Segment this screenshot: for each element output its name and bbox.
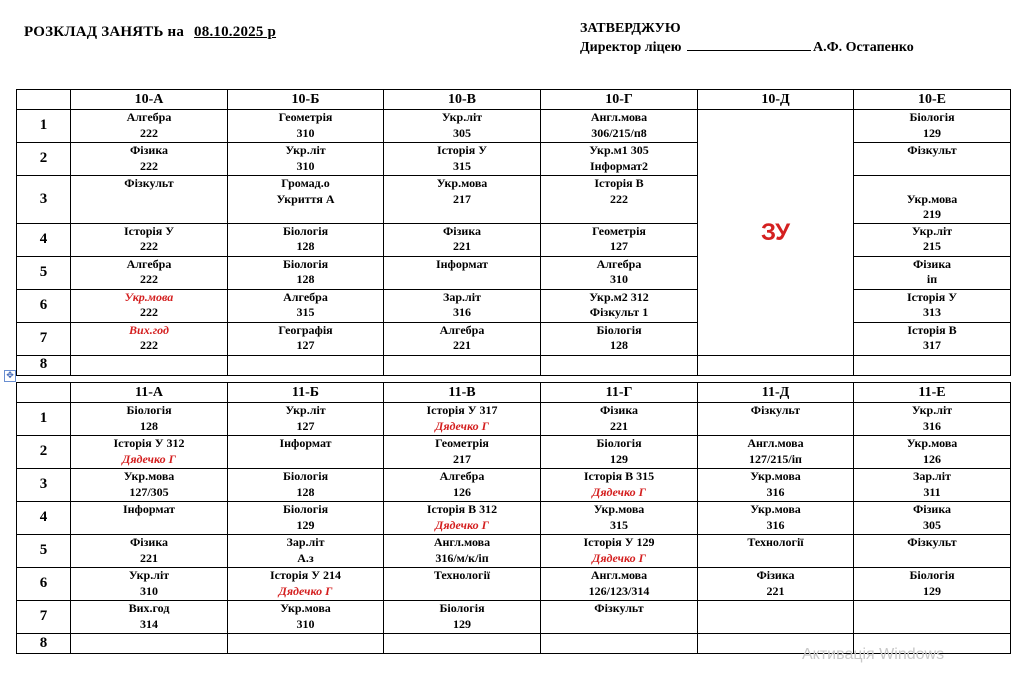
lesson-line: Укр.м1 305 [589,143,649,157]
lesson-cell [228,568,384,601]
lesson-line: Біологія [596,322,642,337]
lesson-cell [384,634,541,654]
lesson-line: Геометрія [278,110,333,124]
table-10-header [17,90,1011,110]
lesson-cell [384,568,541,601]
lesson-line: Алгебра [126,110,172,124]
lesson-cell [71,469,228,502]
lesson-cell [854,355,1011,375]
lesson-line: 222 [140,338,158,352]
lesson-line: 313 [923,305,941,319]
lesson-line: Фізика [129,143,169,157]
lesson-cell [854,535,1011,568]
lesson-cell [854,601,1011,634]
lesson-line: Зар.літ [443,289,481,304]
lesson-cell [228,502,384,535]
lesson-row [17,223,1011,256]
lesson-cell [541,355,698,375]
lesson-number: 7 [17,601,71,634]
lesson-cell [541,601,698,634]
lesson-line: Англ.мова [590,568,648,582]
lesson-line: 126 [923,451,941,466]
lesson-line: Історія У [906,289,958,304]
lesson-line: 219 [923,207,941,221]
lesson-cell [541,568,698,601]
lesson-cell [541,256,698,289]
lesson-cell [384,403,541,436]
lesson-line: Дядечко Г [592,550,646,565]
lesson-line: Укр.мова [906,436,958,450]
lesson-line: Географія [278,322,333,337]
lesson-cell [541,143,698,176]
lesson-line: Алгебра [596,256,642,271]
lesson-cell [71,289,228,322]
lesson-row [17,568,1011,601]
lesson-cell [854,176,1011,224]
lesson-line: Дядечко Г [278,583,333,598]
lesson-cell [854,110,1011,143]
lesson-line: 315 [453,158,471,173]
lesson-line: 310 [296,158,315,173]
class-header: 11-Б [228,383,384,403]
lesson-line: Історія В [594,176,644,190]
lesson-number: 6 [17,289,71,322]
header-row [17,383,1011,403]
lesson-number: 2 [17,143,71,176]
lesson-cell [541,322,698,355]
lesson-line: Біологія [909,568,955,582]
lesson-row [17,436,1011,469]
lesson-line: Укр.мова [280,601,331,615]
lesson-cell [71,535,228,568]
signature-line [687,38,811,51]
lesson-line: іп [926,272,938,286]
lesson-line: Інформат [122,502,176,516]
lesson-line: Укр.мова [593,502,645,516]
lesson-row [17,355,1011,375]
lesson-cell [541,469,698,502]
lesson-row [17,535,1011,568]
lesson-cell [541,176,698,224]
lesson-line: Укр.мова [750,502,801,516]
lesson-line: 316 [923,418,941,433]
lesson-row [17,502,1011,535]
approve-name: А.Ф. Остапенко [812,40,914,55]
lesson-number: 8 [17,634,71,654]
lesson-cell [228,256,384,289]
lesson-line: Укр.мова [906,191,958,206]
lesson-row [17,289,1011,322]
lesson-line: Зар.літ [286,535,325,549]
lesson-line: 310 [140,583,158,598]
lesson-line: Дядечко Г [592,484,646,499]
lesson-cell [384,289,541,322]
lesson-line: 129 [296,517,315,532]
schedule-table-10 [16,89,1011,376]
lesson-line: Історія У 214 [269,568,342,582]
lesson-cell [698,568,854,601]
lesson-row [17,601,1011,634]
lesson-line: Алгебра [439,322,485,337]
lesson-line: Біологія [126,403,172,417]
class-header: 11-А [71,383,228,403]
lesson-cell [541,502,698,535]
lesson-line: Інформат [435,256,489,271]
schedule-title [24,24,276,41]
lesson-cell [228,601,384,634]
lesson-cell [698,355,854,375]
lesson-cell [228,143,384,176]
lesson-cell [228,110,384,143]
lesson-row [17,322,1011,355]
lesson-line: 127 [610,239,628,253]
lesson-line: Технології [433,568,491,582]
lesson-line: Історія В [907,322,957,337]
lesson-cell [854,469,1011,502]
lesson-line: Фізкульт [750,403,801,417]
lesson-line: Алгебра [283,289,328,304]
windows-activation-watermark: Активація Windows [802,646,945,663]
approve-line [580,38,914,57]
lesson-line: 316/м/к/іп [435,550,489,565]
approve-title: ЗАТВЕРДЖУЮ [580,21,681,36]
lesson-cell [698,403,854,436]
lesson-line: Історія У 317 [426,403,498,417]
lesson-cell [71,223,228,256]
lesson-row [17,256,1011,289]
lesson-cell [384,355,541,375]
lesson-line: Дядечко Г [122,451,176,466]
lesson-cell [384,436,541,469]
lesson-line: 311 [923,484,941,499]
lesson-line: 215 [923,239,941,253]
lesson-line: 129 [610,451,628,466]
lesson-number: 1 [17,110,71,143]
lesson-row [17,403,1011,436]
schedule-date: 08.10.2025 р [194,24,277,40]
lesson-number: 4 [17,223,71,256]
lesson-line: Укр.літ [911,223,953,238]
lesson-line: Укр.мова [750,469,801,483]
lesson-cell [71,601,228,634]
lesson-number: 4 [17,502,71,535]
lesson-number: 2 [17,436,71,469]
lesson-line: Інформат [279,436,332,450]
lesson-line: Укр.мова [124,289,174,304]
lesson-line: 316 [453,305,471,319]
lesson-line: Історія У 129 [583,535,655,549]
lesson-line: Фізика [129,535,169,549]
schedule-table-11 [16,382,1011,654]
lesson-line: Зар.літ [913,469,951,483]
lesson-line: Укр.літ [285,403,326,417]
lesson-cell [71,143,228,176]
lesson-cell [71,436,228,469]
lesson-line: 128 [296,484,315,499]
lesson-line: 305 [453,125,471,140]
lesson-line: 315 [610,517,628,532]
lesson-line: Англ.мова [590,110,648,124]
lesson-cell [228,289,384,322]
lesson-line: Укр.літ [441,110,483,124]
lesson-line: 310 [296,616,315,631]
lesson-cell [698,436,854,469]
lesson-line: Фізика [756,568,795,582]
class-header: 11-В [384,383,541,403]
lesson-line: Біологія [596,436,642,450]
lesson-line: Історія У [436,143,488,157]
lesson-number: 7 [17,322,71,355]
merged-cell-10-d: ЗУ [698,110,854,356]
lesson-cell [228,355,384,375]
lesson-cell [698,469,854,502]
lesson-line: Вих.год [128,601,170,615]
lesson-line: Біологія [282,469,329,483]
class-header: 11-Е [854,383,1011,403]
lesson-line: Фізкульт [907,143,957,157]
table-10-body [17,110,1011,376]
lesson-cell [384,256,541,289]
lesson-line: Фізкульт 1 [589,305,649,319]
lesson-number-header [17,90,71,110]
lesson-line: 306/215/п8 [591,125,647,140]
lesson-line: 221 [140,550,158,565]
lesson-line: Укр.літ [911,403,953,417]
lesson-line: Дядечко Г [435,517,489,532]
lesson-line: 222 [140,158,158,173]
lesson-cell [384,535,541,568]
table-11-body [17,403,1011,654]
lesson-line: Укр.м2 312 [589,289,649,304]
lesson-cell [228,223,384,256]
class-header: 11-Д [698,383,854,403]
lesson-line: 129 [923,583,941,598]
lesson-row [17,110,1011,143]
lesson-line: 314 [140,616,158,631]
lesson-cell [384,110,541,143]
lesson-line: Фізкульт [124,176,174,190]
lesson-cell [71,322,228,355]
lesson-cell [384,223,541,256]
lesson-line: Біологія [909,110,955,124]
lesson-cell [71,256,228,289]
lesson-line: Дядечко Г [435,418,489,433]
lesson-number: 6 [17,568,71,601]
lesson-line: Історія У [123,223,175,238]
lesson-line: Фізкульт [594,601,644,615]
lesson-cell [384,502,541,535]
lesson-line: 128 [296,239,315,253]
lesson-line: 128 [610,338,628,352]
lesson-line: Англ.мова [433,535,491,549]
lesson-row [17,469,1011,502]
lesson-cell [71,355,228,375]
lesson-cell [71,176,228,224]
lesson-line: 315 [296,305,315,319]
lesson-cell [228,403,384,436]
lesson-number: 8 [17,355,71,375]
lesson-line: 221 [453,338,471,352]
lesson-cell [71,403,228,436]
lesson-line: 221 [610,418,628,433]
lesson-line: 217 [453,191,471,206]
lesson-line: 127 [296,338,315,352]
lesson-number-header [17,383,71,403]
lesson-cell [228,535,384,568]
approval-block [580,20,914,57]
lesson-number: 3 [17,469,71,502]
lesson-cell [541,289,698,322]
class-header: 10-В [384,90,541,110]
lesson-line: Укр.мова [436,176,488,190]
lesson-line: 128 [140,418,158,433]
lesson-line: 316 [766,517,785,532]
lesson-cell [541,110,698,143]
lesson-line: Фізика [912,256,952,271]
class-header: 10-Е [854,90,1011,110]
lesson-cell [228,469,384,502]
lesson-line: Геометрія [592,223,646,238]
lesson-line: Алгебра [126,256,172,271]
lesson-row [17,143,1011,176]
lesson-line: Укр.літ [285,143,326,157]
lesson-line: 316 [766,484,785,499]
lesson-cell [228,634,384,654]
lesson-line: 217 [453,451,471,466]
lesson-line: 221 [766,583,785,598]
lesson-cell [854,568,1011,601]
lesson-cell [384,469,541,502]
lesson-line: Біологія [282,223,329,238]
lesson-cell [854,256,1011,289]
lesson-line: Укр.літ [128,568,170,582]
lesson-line: Біологія [282,502,329,516]
lesson-line: А.з [297,550,314,565]
lesson-line: Фізика [912,502,952,516]
lesson-cell [854,289,1011,322]
lesson-cell [71,502,228,535]
lesson-number: 1 [17,403,71,436]
lesson-line: 129 [453,616,471,631]
lesson-line: 221 [453,239,471,253]
lesson-cell [854,436,1011,469]
lesson-line: 127/305 [129,484,169,499]
lesson-cell [854,223,1011,256]
lesson-cell [384,176,541,224]
lesson-number: 3 [17,176,71,224]
lesson-cell [541,403,698,436]
lesson-line: Інформат2 [589,158,649,173]
lesson-line: Фізкульт [907,535,957,549]
lesson-line: Укр.мова [123,469,175,483]
class-header: 10-А [71,90,228,110]
lesson-line: 310 [610,272,628,286]
lesson-cell [698,535,854,568]
lesson-line: Біологія [282,256,329,271]
lesson-cell [71,634,228,654]
lesson-line: 222 [140,125,158,140]
move-icon[interactable]: ✥ [4,370,16,382]
lesson-line: Громад.о [281,176,330,190]
lesson-cell [854,403,1011,436]
lesson-line: Історія У 312 [113,436,185,450]
lesson-number: 5 [17,535,71,568]
lesson-cell [541,535,698,568]
class-header: 10-Б [228,90,384,110]
lesson-line: Історія В 312 [426,502,498,516]
lesson-cell [384,601,541,634]
lesson-line: Укриття А [276,191,335,206]
lesson-cell [384,143,541,176]
class-header: 11-Г [541,383,698,403]
lesson-cell [541,223,698,256]
lesson-line: Вих.год [129,322,169,337]
lesson-line: 310 [296,125,315,140]
lesson-line: 129 [923,125,941,140]
lesson-cell [854,502,1011,535]
lesson-cell [71,110,228,143]
lesson-cell [541,634,698,654]
lesson-cell [854,322,1011,355]
table-11-header [17,383,1011,403]
lesson-line: 222 [610,191,628,206]
lesson-line [854,176,1010,192]
lesson-line: 128 [296,272,315,286]
lesson-cell [541,436,698,469]
lesson-cell [228,436,384,469]
lesson-cell [698,502,854,535]
title-text: РОЗКЛАД ЗАНЯТЬ на [24,24,185,40]
lesson-line: 222 [140,239,158,253]
lesson-line: 222 [140,305,158,319]
lesson-number: 5 [17,256,71,289]
lesson-line: 305 [923,517,941,532]
lesson-line: 126/123/314 [588,583,650,598]
lesson-line: 127 [296,418,315,433]
lesson-row [17,176,1011,224]
lesson-line: Біологія [439,601,485,615]
lesson-line: Фізика [442,223,482,238]
lesson-line: Технології [747,535,804,549]
lesson-line: Фізика [599,403,639,417]
lesson-line: 127/215/іп [749,451,802,466]
lesson-cell [854,143,1011,176]
class-header: 10-Г [541,90,698,110]
lesson-line: 317 [923,338,941,352]
lesson-cell [698,601,854,634]
header-row [17,90,1011,110]
lesson-line: 126 [453,484,471,499]
lesson-cell [71,568,228,601]
lesson-cell [228,322,384,355]
approve-position: Директор ліцею [580,40,682,55]
lesson-line: Геометрія [435,436,489,450]
lesson-cell [384,322,541,355]
class-header: 10-Д [698,90,854,110]
lesson-line: Історія В 315 [583,469,655,483]
lesson-line: Англ.мова [747,436,804,450]
lesson-line: Алгебра [439,469,485,483]
lesson-cell [228,176,384,224]
lesson-line: 222 [140,272,158,286]
